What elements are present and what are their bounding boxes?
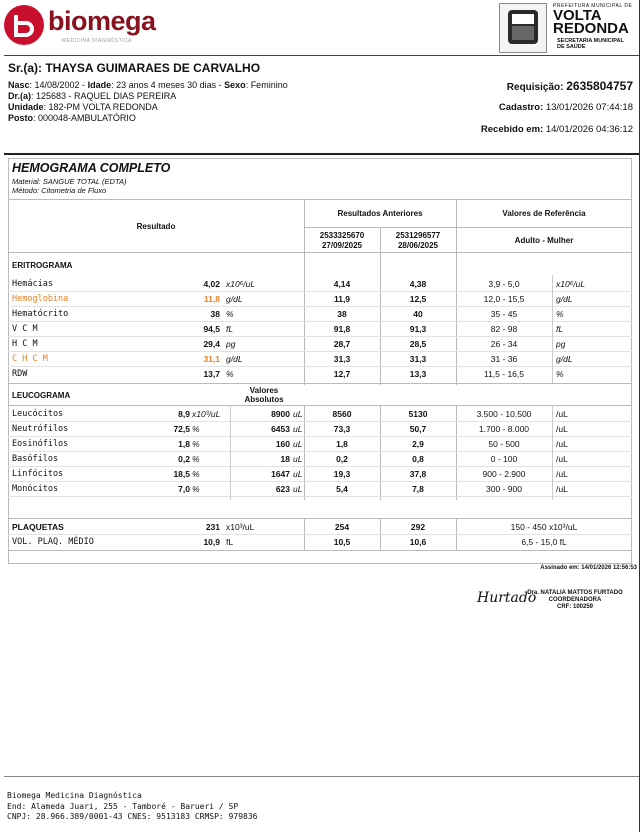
- exam-metodo: Método: Citometria de Fluxo: [12, 186, 107, 195]
- biomega-logo-icon: [4, 5, 44, 45]
- row-prev2: 10,6: [409, 537, 427, 547]
- row-ref-unit: %: [556, 309, 564, 319]
- row-abs-unit: uL: [293, 409, 303, 419]
- section-eritrograma: ERITROGRAMA: [12, 261, 73, 270]
- row-ref: 35 - 45: [490, 309, 518, 319]
- row-name: Hematócrito: [12, 309, 69, 319]
- prev1-header: 2533325670 27/09/2025: [319, 231, 365, 250]
- row-abs: 1647: [271, 469, 290, 479]
- row-prev1: 8560: [332, 409, 352, 419]
- row-divider: [8, 451, 632, 452]
- patient-name: Sr.(a): THAYSA GUIMARAES DE CARVALHO: [8, 61, 261, 75]
- col-resultado: Resultado: [136, 222, 176, 231]
- row-ref: 82 - 98: [490, 324, 518, 334]
- row-ref-unit: x10⁶/uL: [556, 279, 586, 289]
- row-name: Eosinófilos: [12, 439, 69, 449]
- row-value: 8,9: [178, 409, 190, 419]
- lab-logo-text: biomega: [48, 6, 156, 36]
- row-divider: [8, 466, 632, 467]
- row-value: 94,5: [203, 324, 220, 334]
- row-name: Basófilos: [12, 454, 59, 464]
- row-ref: 3.500 - 10.500: [476, 409, 532, 419]
- assinado-em: Assinado em: 14/01/2026 12:56:53: [540, 565, 637, 571]
- row-divider: [8, 496, 632, 497]
- row-ref: 11,5 - 16,5: [483, 369, 524, 379]
- row-ref: 12,0 - 15,5: [483, 294, 525, 304]
- row-ref-unit: /uL: [556, 439, 568, 449]
- row-abs-unit: uL: [293, 454, 303, 464]
- row-value: 4,02: [203, 279, 220, 289]
- row-prev1: 5,4: [336, 484, 348, 494]
- row-ref: 300 - 900: [486, 484, 522, 494]
- row-ref-unit: %: [556, 369, 564, 379]
- row-unit: %: [192, 424, 200, 434]
- row-divider: [8, 550, 632, 551]
- row-ref-unit: /uL: [556, 469, 568, 479]
- row-ref-unit: g/dL: [556, 354, 573, 364]
- row-unit: x10³/uL: [192, 409, 221, 419]
- ref-group: Adulto - Mulher: [514, 236, 574, 245]
- exam-title: HEMOGRAMA COMPLETO: [12, 161, 171, 175]
- row-ref: 0 - 100: [490, 454, 518, 464]
- row-ref-unit: fL: [556, 324, 564, 334]
- row-ref: 50 - 500: [488, 439, 520, 449]
- row-prev2: 50,7: [409, 424, 427, 434]
- row-prev2: 0,8: [412, 454, 424, 464]
- row-prev1: 91,8: [333, 324, 351, 334]
- row-name: RDW: [12, 369, 28, 379]
- row-divider: [8, 366, 632, 367]
- row-prev1: 1,8: [336, 439, 348, 449]
- row-prev1: 19,3: [333, 469, 351, 479]
- row-abs-unit: uL: [293, 469, 303, 479]
- row-name: Leucócitos: [12, 409, 64, 419]
- row-ref-unit: pg: [556, 339, 566, 349]
- row-value: 1,8: [178, 439, 190, 449]
- row-name: VOL. PLAQ. MÉDIO: [12, 537, 94, 547]
- row-value: 29,4: [203, 339, 220, 349]
- row-name: Linfócitos: [12, 469, 64, 479]
- row-abs-unit: uL: [293, 424, 303, 434]
- row-prev2: 7,8: [412, 484, 424, 494]
- row-value: 13,7: [203, 369, 220, 379]
- col-divider: [230, 405, 231, 500]
- col-anteriores: Resultados Anteriores: [337, 209, 423, 218]
- city-crest-icon: [499, 3, 547, 53]
- row-divider: [8, 534, 632, 535]
- row-divider: [8, 336, 632, 337]
- row-divider: [8, 481, 632, 482]
- row-prev1: 73,3: [333, 424, 351, 434]
- row-name: V C M: [12, 324, 38, 334]
- row-value: 10,9: [203, 537, 220, 547]
- row-unit: g/dL: [226, 354, 243, 364]
- row-ref: 1.700 - 8.000: [478, 424, 530, 434]
- row-prev2: 37,8: [409, 469, 427, 479]
- city-secretaria: SECRETARIA MUNICIPAL DE SAÚDE: [557, 38, 624, 50]
- row-unit: x10⁶/uL: [226, 279, 256, 289]
- row-prev2: 292: [410, 522, 426, 532]
- row-prev1: 12,7: [333, 369, 351, 379]
- row-ref-unit: /uL: [556, 424, 568, 434]
- row-prev1: 0,2: [336, 454, 348, 464]
- row-abs: 6453: [271, 424, 290, 434]
- row-value: 38: [210, 309, 220, 319]
- row-abs: 18: [280, 454, 290, 464]
- lab-tagline: MEDICINA DIAGNÓSTICA: [62, 38, 133, 44]
- row-ref-unit: /uL: [556, 409, 568, 419]
- row-divider: [8, 321, 632, 322]
- row-ref: 3,9 - 5,0: [488, 279, 520, 289]
- row-divider: [8, 421, 632, 422]
- row-unit: fL: [226, 537, 234, 547]
- row-unit: g/dL: [226, 294, 243, 304]
- doctor-info: Dra. NATALIA MATTOS FURTADO COORDENADORA CRF: 100259: [527, 590, 623, 610]
- requisicao: Requisição: 2635804757: [506, 79, 633, 93]
- row-value: 31,1: [203, 354, 220, 364]
- row-name: Hemoglobina: [12, 294, 69, 304]
- ref-divider: [552, 275, 553, 383]
- row-unit: %: [192, 469, 200, 479]
- row-ref-unit: /uL: [556, 484, 568, 494]
- row-prev1: 31,3: [333, 354, 351, 364]
- row-ref: 31 - 36: [490, 354, 518, 364]
- row-value: 231: [205, 522, 220, 532]
- row-abs: 160: [275, 439, 290, 449]
- abs-header: Valores Absolutos: [244, 386, 284, 404]
- row-ref-unit: g/dL: [556, 294, 573, 304]
- row-divider: [8, 291, 632, 292]
- prev2-header: 2531296577 28/06/2025: [395, 231, 441, 250]
- row-ref: 6,5 - 15,0 fL: [521, 537, 567, 547]
- row-ref: 26 - 34: [490, 339, 518, 349]
- row-prev2: 5130: [408, 409, 428, 419]
- row-prev1: 254: [334, 522, 350, 532]
- row-ref: 150 - 450 x10³/uL: [510, 522, 578, 532]
- row-prev2: 28,5: [409, 339, 427, 349]
- row-prev1: 11,9: [333, 294, 351, 304]
- footer: Biomega Medicina Diagnóstica End: Alameda Juari, 255 - Tamboré - Barueri / SP CNPJ: 28.966.389/0001-43 CNES: 9513183 CRMSP: 979836: [7, 791, 258, 821]
- row-unit: %: [226, 369, 234, 379]
- row-prev2: 4,38: [409, 279, 427, 289]
- patient-details: Nasc: 14/08/2002 - Idade: 23 anos 4 meses 30 dias - Sexo: Feminino Dr.(a): 125683 - RAQUEL DIAS PEREIRA Unidade: 182-PM VOLTA REDONDA Posto: 000048-AMBULATÓRIO: [8, 80, 288, 123]
- row-divider: [8, 436, 632, 437]
- row-name: Neutrófilos: [12, 424, 69, 434]
- row-unit: pg: [226, 339, 236, 349]
- row-prev2: 31,3: [409, 354, 427, 364]
- row-unit: %: [192, 454, 200, 464]
- row-value: 0,2: [178, 454, 190, 464]
- row-unit: fL: [226, 324, 234, 334]
- row-value: 18,5: [173, 469, 190, 479]
- col-divider: [552, 405, 553, 500]
- row-name: C H C M: [12, 354, 48, 364]
- recebido: Recebido em: 14/01/2026 04:36:12: [480, 124, 633, 135]
- row-prev1: 10,5: [333, 537, 351, 547]
- row-prev1: 28,7: [333, 339, 351, 349]
- row-abs-unit: uL: [293, 484, 303, 494]
- cadastro: Cadastro: 13/01/2026 07:44:18: [498, 102, 633, 113]
- row-unit: %: [192, 484, 200, 494]
- row-prev2: 12,5: [409, 294, 427, 304]
- row-unit: %: [192, 439, 200, 449]
- row-value: 72,5: [173, 424, 190, 434]
- row-divider: [8, 351, 632, 352]
- row-value: 11,8: [203, 294, 220, 304]
- row-value: 7,0: [178, 484, 190, 494]
- signature-image: Hurtado: [477, 590, 537, 606]
- exam-material: Material: SANGUE TOTAL (EDTA): [12, 177, 127, 186]
- row-name: H C M: [12, 339, 38, 349]
- row-prev1: 38: [337, 309, 347, 319]
- row-ref-unit: /uL: [556, 454, 568, 464]
- row-abs: 8900: [271, 409, 290, 419]
- row-unit: %: [226, 309, 234, 319]
- section-leucograma: LEUCOGRAMA: [12, 391, 71, 400]
- row-prev2: 91,3: [409, 324, 427, 334]
- row-divider: [8, 306, 632, 307]
- row-name: Monócitos: [12, 484, 59, 494]
- row-ref: 900 - 2.900: [482, 469, 526, 479]
- col-referencia: Valores de Referência: [502, 209, 586, 218]
- city-pref: PREFEITURA MUNICIPAL DE: [553, 3, 633, 9]
- row-prev2: 40: [413, 309, 423, 319]
- row-name: Hemácias: [12, 279, 53, 289]
- row-prev2: 2,9: [412, 439, 424, 449]
- row-name: PLAQUETAS: [12, 522, 64, 532]
- row-unit: x10³/uL: [226, 522, 255, 532]
- row-prev2: 13,3: [409, 369, 427, 379]
- row-prev1: 4,14: [333, 279, 351, 289]
- city-name: VOLTA REDONDA: [553, 7, 629, 37]
- row-abs: 623: [275, 484, 290, 494]
- row-abs-unit: uL: [293, 439, 303, 449]
